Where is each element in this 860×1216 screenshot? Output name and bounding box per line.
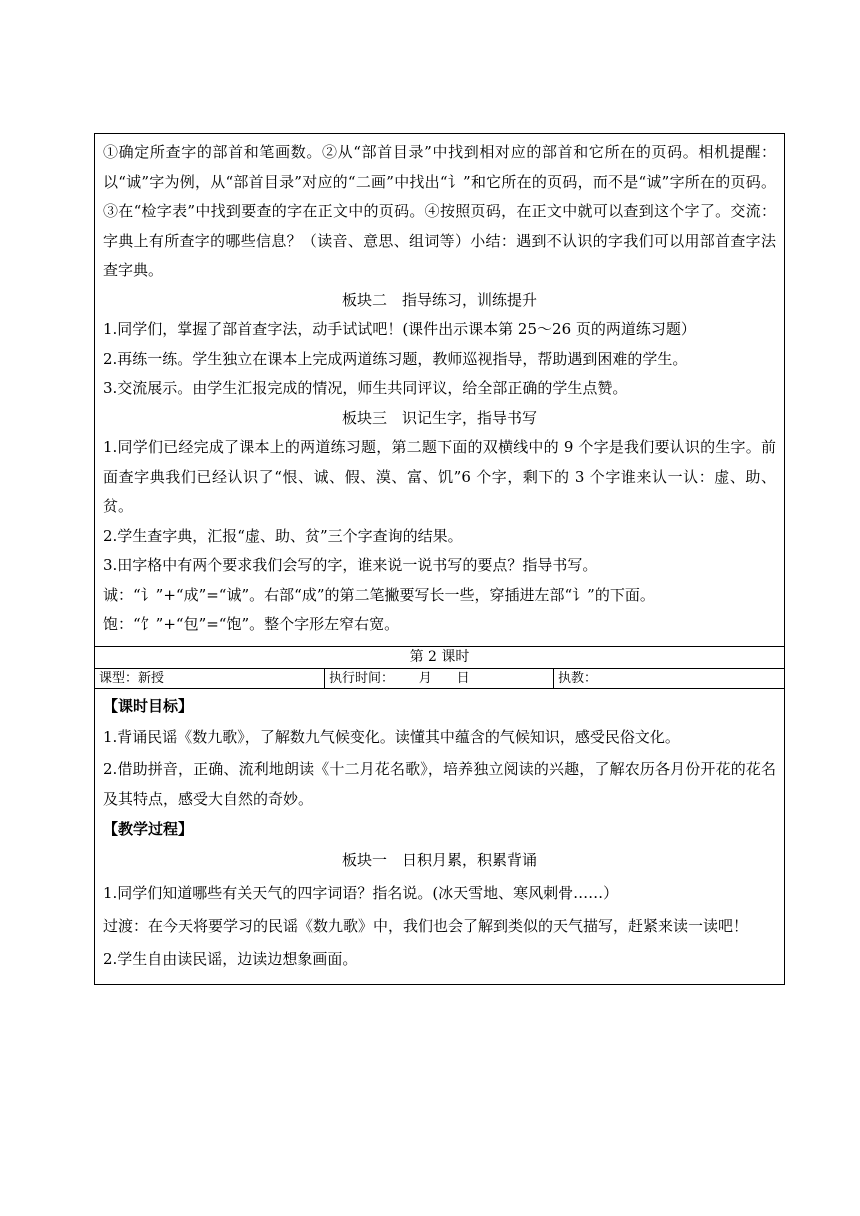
paragraph: ①确定所查字的部首和笔画数。②从“部首目录”中找到相对应的部首和它所在的页码。相机提醒：以“诚”字为例，从“部首目录”对应的“二画”中找出“讠”和它所在的页码，而不是“诚”字所在的页码。③在“检字表”中找到要查的字在正文中的页码。④按照页码，在正文中就可以查到这个字了。交流：字典上有所查字的哪些信息？（读音、意思、组词等）小结：遇到不认识的字我们可以用部首查字法查字典。: [103, 143, 776, 279]
list-item: 诚：“讠”+“成”=“诚”。右部“成”的第二笔撇要写长一些，穿插进左部“讠”的下面。: [103, 585, 655, 604]
lesson-plan-table: [94, 133, 785, 985]
process-heading: 【教学过程】: [103, 819, 194, 838]
list-item: 过渡：在今天将要学习的民谣《数九歌》中，我们也会了解到类似的天气描写，赶紧来读一读吧！: [103, 916, 749, 935]
lesson1-content-cell: [95, 134, 784, 646]
section-title: 板块一 日积月累，积累背诵: [341, 850, 537, 869]
lesson-type: 课型：新授: [95, 669, 325, 688]
execution-time: 执行时间： 月 日: [325, 669, 554, 688]
list-item: 1.同学们知道哪些有关天气的四字词语？指名说。(冰天雪地、寒风刺骨……）: [103, 883, 619, 902]
lesson-info-row: [95, 668, 784, 688]
section-title: 板块二 指导练习，训练提升: [341, 290, 537, 309]
goals-heading: 【课时目标】: [103, 696, 194, 715]
list-item: 饱：“饣”+“包”=“饱”。整个字形左窄右宽。: [103, 615, 400, 633]
goal-item: 2.借助拼音，正确、流利地朗读《十二月花名歌》，培养独立阅读的兴趣，了解农历各月份开花的花名及其特点，感受大自然的奇妙。: [103, 759, 776, 808]
list-item: 1.同学们已经完成了课本上的两道练习题，第二题下面的双横线中的 9 个字是我们要认识的生字。前面查字典我们已经认识了“恨、诚、假、漠、富、饥”6 个字，剩下的 3 个字谁来认一认：虚、助、贫。: [103, 438, 776, 515]
list-item: 2.学生查字典，汇报“虚、助、贫”三个字查询的结果。: [103, 526, 463, 545]
list-item: 3.田字格中有两个要求我们会写的字，谁来说一说书写的要点？指导书写。: [103, 556, 598, 574]
goal-item: 1.背诵民谣《数九歌》，了解数九气候变化。读懂其中蕴含的气候知识，感受民俗文化。: [103, 727, 680, 746]
teacher: 执教：: [558, 670, 598, 686]
lesson2-title: 第 2 课时: [95, 646, 784, 668]
section-title: 板块三 识记生字，指导书写: [341, 408, 537, 427]
list-item: 3.交流展示。由学生汇报完成的情况，师生共同评议，给全部正确的学生点赞。: [103, 379, 628, 397]
list-item: 1.同学们，掌握了部首查字法，动手试试吧！(课件出示课本第 25～26 页的两道练习题）: [103, 320, 696, 338]
list-item: 2.再练一练。学生独立在课本上完成两道练习题，教师巡视指导，帮助遇到困难的学生。: [103, 349, 688, 368]
lesson2-content-cell: [95, 688, 784, 984]
list-item: 2.学生自由读民谣，边读边想象画面。: [103, 949, 358, 968]
